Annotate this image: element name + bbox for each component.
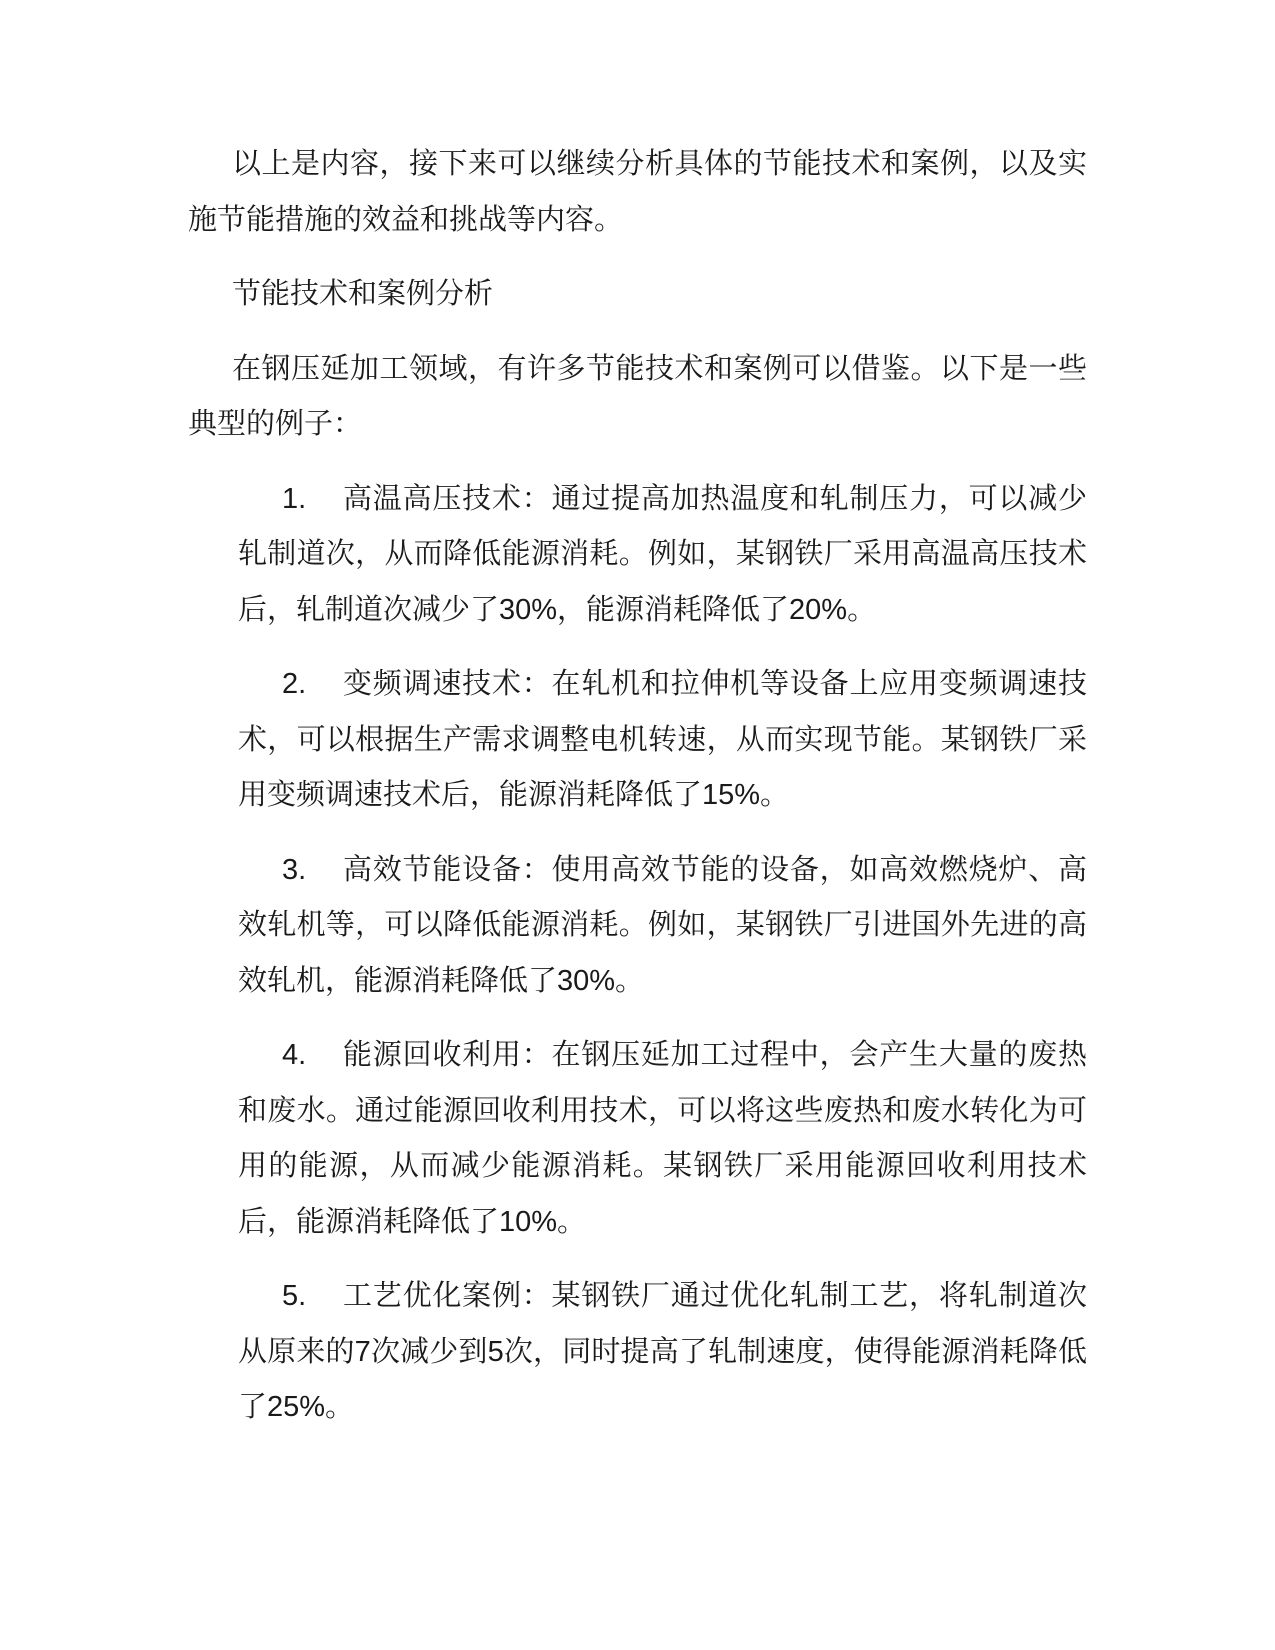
list-item-1-text: 高温高压技术：通过提高加热温度和轧制压力，可以减少轧制道次，从而降低能源消耗。例如，某钢铁厂采用高温高压技术后，轧制道次减少了30%，能源消耗降低了20%。 — [238, 482, 1087, 626]
list-item-3-number: 3. — [282, 853, 307, 886]
list-item-5-text: 工艺优化案例：某钢铁厂通过优化轧制工艺，将轧制道次从原来的7次减少到5次，同时提高了轧制速度，使得能源消耗降低了25%。 — [238, 1280, 1087, 1423]
list-item-2 — [238, 657, 1087, 824]
list-item-4-text: 能源回收利用：在钢压延加工过程中，会产生大量的废热和废水。通过能源回收利用技术，可以将这些废热和废水转化为可用的能源，从而减少能源消耗。某钢铁厂采用能源回收利用技术后，能源消耗降低了10%。 — [238, 1039, 1087, 1238]
list-item-2-text: 变频调速技术：在轧机和拉伸机等设备上应用变频调速技术，可以根据生产需求调整电机转速，从而实现节能。某钢铁厂采用变频调速技术后，能源消耗降低了15%。 — [238, 668, 1087, 811]
list-item-4-number: 4. — [282, 1039, 307, 1071]
section-heading: 节能技术和案例分析 — [232, 278, 494, 310]
intro-paragraph: 以上是内容，接下来可以继续分析具体的节能技术和案例，以及实施节能措施的效益和挑战等内容。 — [188, 148, 1087, 236]
list-item-4 — [238, 1028, 1087, 1250]
list-item-5-number: 5. — [282, 1280, 307, 1312]
list-item-5 — [238, 1269, 1087, 1436]
list-item-2-number: 2. — [282, 668, 307, 700]
list-item-1-number: 1. — [282, 482, 307, 515]
list-item-3-text: 高效节能设备：使用高效节能的设备，如高效燃烧炉、高效轧机等，可以降低能源消耗。例如，某钢铁厂引进国外先进的高效轧机，能源消耗降低了30%。 — [238, 853, 1087, 997]
list-item-3 — [238, 843, 1087, 1010]
list-item-1 — [238, 472, 1087, 639]
section-intro-paragraph: 在钢压延加工领域，有许多节能技术和案例可以借鉴。以下是一些典型的例子： — [188, 352, 1087, 440]
